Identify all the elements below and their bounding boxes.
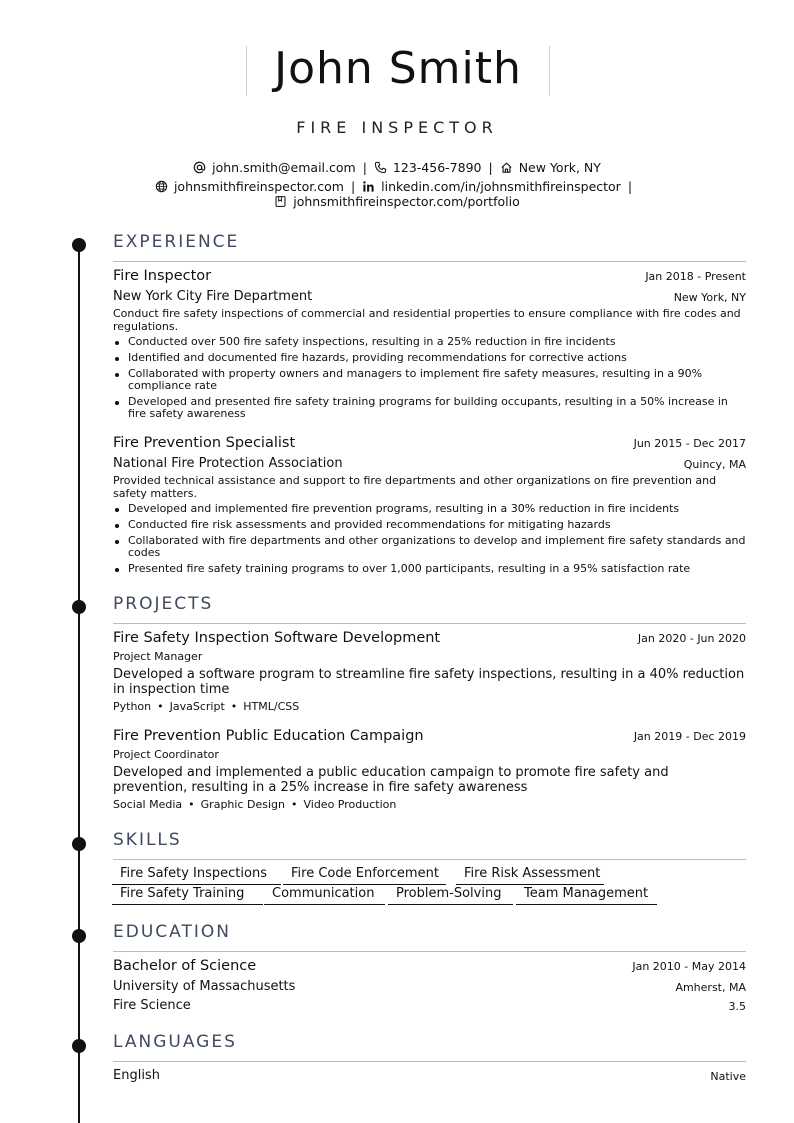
section-title-experience: EXPERIENCE	[113, 232, 240, 252]
tag: HTML/CSS	[243, 700, 300, 713]
job-summary: Conduct fire safety inspections of commercial and residential properties to ensure compliance with fire codes and regulations.	[113, 307, 741, 333]
portfolio-icon	[274, 195, 287, 208]
section-title-languages: LANGUAGES	[113, 1032, 237, 1052]
list-item: Identified and documented fire hazards, providing recommendations for corrective actions	[113, 352, 746, 364]
timeline-dot-education	[72, 929, 86, 943]
project-name: Fire Safety Inspection Software Development	[113, 630, 441, 646]
project-entry-2	[113, 728, 746, 744]
contact-line-3	[0, 194, 794, 209]
experience-entry-2-company-row	[113, 456, 746, 471]
experience-entry-1	[113, 268, 746, 284]
experience-entry-1-company-row	[113, 289, 746, 304]
linkedin-icon	[362, 180, 375, 193]
project-role: Project Coordinator	[113, 748, 219, 761]
timeline-dot-skills	[72, 837, 86, 851]
company-name: National Fire Protection Association	[113, 456, 343, 471]
section-title-skills: SKILLS	[113, 830, 182, 850]
field-of-study: Fire Science	[113, 998, 191, 1013]
section-title-education: EDUCATION	[113, 922, 231, 942]
contact-line-1: john.smith@email.com | 123-456-7890 | New York, NY	[0, 160, 794, 175]
contact-line-2: johnsmithfireinspector.com | linkedin.com/in/johnsmithfireinspector |	[0, 179, 794, 194]
project-name: Fire Prevention Public Education Campaign	[113, 728, 424, 744]
skill-tag: Fire Code Enforcement	[283, 866, 446, 885]
language-level: Native	[710, 1070, 746, 1083]
location-text: New York, NY	[518, 160, 601, 175]
project-dates: Jan 2020 - Jun 2020	[637, 632, 746, 645]
experience-entry-2	[113, 435, 746, 451]
project-tags: Social Media • Graphic Design • Video Production	[113, 798, 397, 811]
language-row	[113, 1068, 746, 1083]
home-icon	[500, 161, 513, 174]
list-item: Conducted fire risk assessments and provided recommendations for mitigating hazards	[113, 519, 746, 531]
job-location: Quincy, MA	[683, 458, 746, 471]
section-divider	[113, 859, 746, 860]
job-role: Fire Prevention Specialist	[113, 435, 296, 451]
skill-tag: Problem-Solving	[388, 886, 513, 905]
job-location: New York, NY	[673, 291, 746, 304]
list-item: Developed and presented fire safety training programs for building occupants, resulting in a 50% increase in fire safety awareness	[113, 396, 746, 420]
skill-tag: Fire Safety Inspections	[112, 866, 281, 885]
email-link[interactable]: john.smith@email.com	[212, 160, 356, 175]
section-divider	[113, 951, 746, 952]
candidate-name: John Smith	[274, 43, 522, 94]
project-dates: Jan 2019 - Dec 2019	[633, 730, 746, 743]
tag: Graphic Design	[200, 798, 285, 811]
tag: Video Production	[303, 798, 397, 811]
section-divider	[113, 623, 746, 624]
project-description: Developed and implemented a public education campaign to promote fire safety and prevention, resulting in a 25% increase in fire safety awareness	[113, 765, 669, 795]
company-name: New York City Fire Department	[113, 289, 313, 304]
tag: Python	[113, 700, 152, 713]
skill-tag: Team Management	[516, 886, 657, 905]
section-divider	[113, 1061, 746, 1062]
list-item: Conducted over 500 fire safety inspections, resulting in a 25% reduction in fire incidents	[113, 336, 746, 348]
phone-icon	[374, 161, 387, 174]
timeline-line	[78, 240, 80, 1123]
job-summary: Provided technical assistance and support to fire departments and other organizations on fire prevention and safety matters.	[113, 474, 717, 500]
at-icon	[193, 161, 206, 174]
job-dates: Jun 2015 - Dec 2017	[633, 437, 746, 450]
language-name: English	[113, 1068, 160, 1083]
portfolio-link[interactable]: johnsmithfireinspector.com/portfolio	[293, 194, 520, 209]
skill-tag: Fire Safety Training	[112, 886, 263, 905]
timeline-dot-projects	[72, 600, 86, 614]
list-item: Developed and implemented fire prevention programs, resulting in a 30% reduction in fire incidents	[113, 503, 746, 515]
school-location: Amherst, MA	[675, 981, 746, 994]
linkedin-link[interactable]: linkedin.com/in/johnsmithfireinspector	[381, 179, 621, 194]
gpa: 3.5	[728, 1000, 746, 1013]
project-entry-1	[113, 630, 746, 646]
globe-icon	[155, 180, 168, 193]
job-dates: Jan 2018 - Present	[645, 270, 746, 283]
education-degree-row	[113, 958, 746, 974]
degree: Bachelor of Science	[113, 958, 257, 974]
tag: Social Media	[113, 798, 183, 811]
education-dates: Jan 2010 - May 2014	[632, 960, 746, 973]
website-link[interactable]: johnsmithfireinspector.com	[173, 179, 344, 194]
experience-2-bullets	[113, 503, 746, 579]
project-description: Developed a software program to streamline fire safety inspections, resulting in a 40% reduction in inspection time	[113, 667, 745, 697]
education-school-row	[113, 979, 746, 994]
timeline-dot-languages	[72, 1039, 86, 1053]
section-divider	[113, 261, 746, 262]
education-field-row	[113, 998, 746, 1013]
skill-tag: Fire Risk Assessment	[456, 866, 604, 885]
tag: JavaScript	[169, 700, 225, 713]
phone-link[interactable]: 123-456-7890	[392, 160, 482, 175]
list-item: Collaborated with property owners and managers to implement fire safety measures, resulting in a 90% compliance rate	[113, 368, 746, 392]
project-role: Project Manager	[113, 650, 203, 663]
experience-1-bullets	[113, 336, 746, 424]
project-tags: Python • JavaScript • HTML/CSS	[113, 700, 300, 713]
school-name: University of Massachusetts	[113, 979, 296, 994]
job-role: Fire Inspector	[113, 268, 212, 284]
job-title: FIRE INSPECTOR	[296, 118, 498, 137]
list-item: Presented fire safety training programs to over 1,000 participants, resulting in a 95% satisfaction rate	[113, 563, 746, 575]
list-item: Collaborated with fire departments and other organizations to develop and implement fire safety standards and codes	[113, 535, 746, 559]
section-title-projects: PROJECTS	[113, 594, 214, 614]
skill-tag: Communication	[264, 886, 385, 905]
timeline-dot-experience	[72, 238, 86, 252]
name-frame	[246, 43, 550, 96]
